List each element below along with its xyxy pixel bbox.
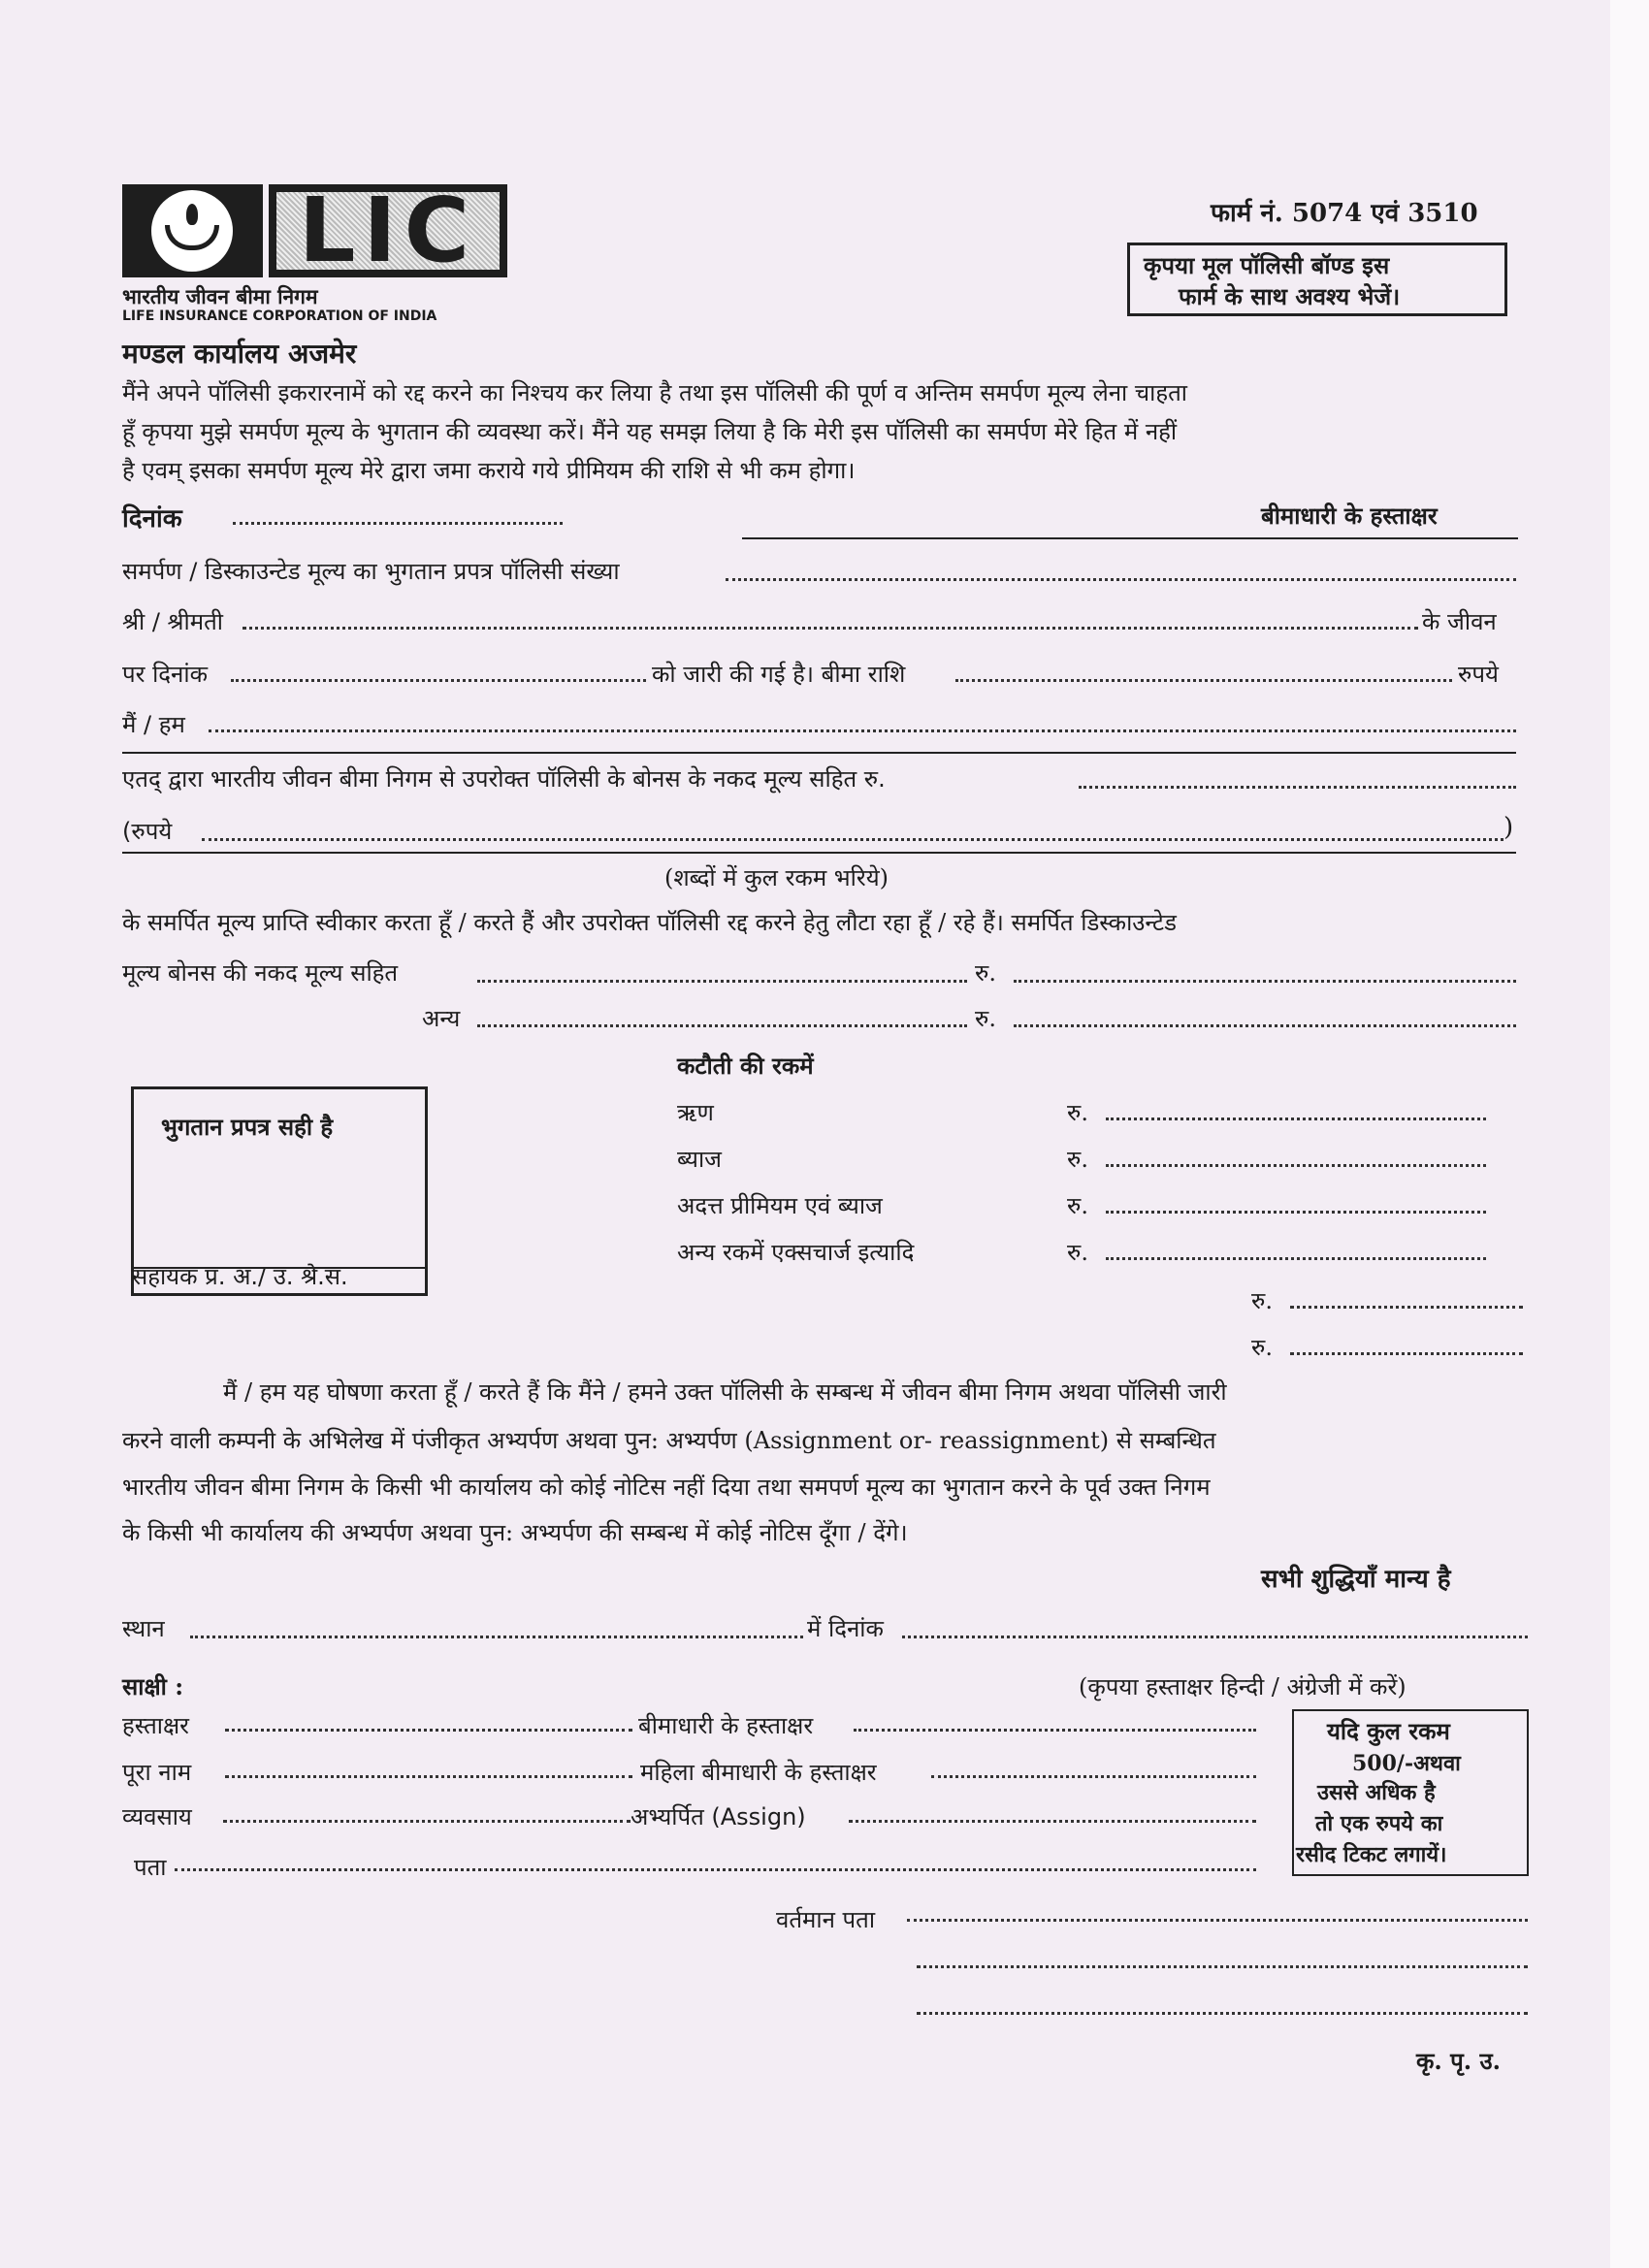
payment-verification-box	[131, 1086, 428, 1296]
witness-label: साक्षी :	[122, 1672, 184, 1701]
other-field[interactable]	[477, 1024, 967, 1027]
deduction-total-rs-1: रु.	[1251, 1287, 1273, 1314]
accept-line: के समर्पित मूल्य प्राप्ति स्वीकार करता हूँ / करते हैं और उपरोक्त पॉलिसी रद्द करने हेतु लौटा रहा हूँ / रहे हैं। समर्पित डिस्काउन्टेड	[122, 909, 1177, 936]
bonus-amount-field[interactable]	[1014, 980, 1516, 983]
stamp-line-1: यदि कुल रकम	[1327, 1717, 1450, 1745]
logo-english-name: LIFE INSURANCE CORPORATION OF INDIA	[122, 308, 437, 324]
other-rs: रु.	[975, 1005, 996, 1032]
please-turn-over: कृ. पृ. उ.	[1416, 2047, 1501, 2075]
sign-language-note: (कृपया हस्ताक्षर हिन्दी / अंग्रेजी में करें)	[1079, 1673, 1406, 1701]
place-label: स्थान	[122, 1615, 165, 1642]
deduction-total-field-1[interactable]	[1290, 1306, 1523, 1309]
me-we-label: मैं / हम	[122, 711, 185, 738]
other-amount-field[interactable]	[1014, 1024, 1516, 1027]
deduction-interest-field[interactable]	[1106, 1164, 1486, 1167]
office-title: मण्डल कार्यालय अजमेर	[122, 338, 357, 370]
stamp-line-4: तो एक रुपये का	[1315, 1811, 1443, 1836]
policy-number-field[interactable]	[726, 578, 1516, 581]
female-holder-sign-label: महिला बीमाधारी के हस्ताक्षर	[640, 1759, 877, 1786]
deduction-other-label: अन्य रकमें एक्सचार्ज इत्यादि	[677, 1239, 915, 1266]
divider-line	[122, 752, 1516, 754]
amount-words-field[interactable]	[202, 838, 1504, 841]
declaration-line-3: है एवम् इसका समर्पण मूल्य मेरे द्वारा जमा कराये गये प्रीमियम की राशि से भी कम होगा।	[122, 457, 856, 484]
holder-sign-label-2: बीमाधारी के हस्ताक्षर	[638, 1712, 814, 1739]
deduction-loan-label: ऋण	[677, 1099, 714, 1126]
female-holder-sign-field[interactable]	[931, 1775, 1256, 1778]
stamp-line-5: रसीद टिकट लगायें।	[1296, 1842, 1447, 1867]
payment-box-title: भुगतान प्रपत्र सही है	[161, 1113, 334, 1141]
life-label: के जीवन	[1422, 608, 1497, 635]
deduction-unpaid-premium-label: अदत्त प्रीमियम एवं ब्याज	[677, 1192, 883, 1219]
notice-box	[1127, 243, 1507, 316]
logo-hindi-name: भारतीय जीवन बीमा निगम	[122, 285, 318, 308]
witness-signature-label: हस्ताक्षर	[122, 1712, 189, 1739]
deduction-interest-rs: रु.	[1067, 1146, 1088, 1173]
lic-emblem-icon	[122, 184, 263, 277]
notice-line-1: कृपया मूल पॉलिसी बॉण्ड इस	[1144, 251, 1390, 279]
deduction-loan-rs: रु.	[1067, 1099, 1088, 1126]
deduction-unpaid-premium-field[interactable]	[1106, 1211, 1486, 1214]
assignment-line-3: भारतीय जीवन बीमा निगम के किसी भी कार्यालय को कोई नोटिस नहीं दिया तथा समपर्ण मूल्य का भुगतान करने के पूर्व उक्त निगम	[122, 1474, 1211, 1501]
deductions-title: कटौती की रकमें	[677, 1052, 814, 1080]
page-edge	[1610, 0, 1649, 2268]
current-address-field-1[interactable]	[907, 1919, 1528, 1922]
deduction-other-rs: रु.	[1067, 1239, 1088, 1266]
witness-full-name-label: पूरा नाम	[122, 1759, 192, 1786]
deduction-unpaid-premium-rs: रु.	[1067, 1192, 1088, 1219]
stamp-line-3: उससे अधिक है	[1317, 1780, 1436, 1805]
witness-address-label: पता	[134, 1854, 167, 1881]
corrections-accepted: सभी शुद्धियाँ मान्य है	[1261, 1565, 1451, 1594]
bonus-rs: रु.	[975, 959, 996, 987]
at-date-label: में दिनांक	[807, 1615, 884, 1642]
deduction-total-field-2[interactable]	[1290, 1352, 1523, 1355]
deduction-total-rs-2: रु.	[1251, 1334, 1273, 1361]
assignment-line-4: के किसी भी कार्यालय की अभ्यर्पण अथवा पुन: अभ्यर्पण की सम्बन्ध में कोई नोटिस दूँगा / देंगे।	[122, 1519, 908, 1546]
current-address-field-3[interactable]	[917, 2012, 1528, 2015]
notice-line-2: फार्म के साथ अवश्य भेजें।	[1179, 282, 1401, 310]
sum-assured-field[interactable]	[955, 679, 1452, 682]
on-date-label: पर दिनांक	[122, 661, 209, 688]
holder-signature-line[interactable]	[742, 537, 1518, 539]
witness-full-name-field[interactable]	[225, 1775, 632, 1778]
revenue-stamp-box	[1292, 1709, 1529, 1876]
other-label: अन्य	[422, 1005, 461, 1032]
rupees-words-close: )	[1504, 813, 1514, 842]
current-address-field-2[interactable]	[917, 1965, 1528, 1968]
bonus-field[interactable]	[477, 980, 967, 983]
place-field[interactable]	[190, 1636, 803, 1638]
words-underline	[122, 852, 1516, 854]
witness-occupation-label: व्यवसाय	[122, 1803, 192, 1831]
policy-number-label: समर्पण / डिस्काउन्टेड मूल्य का भुगतान प्रपत्र पॉलिसी संख्या	[122, 558, 620, 585]
deduction-interest-label: ब्याज	[677, 1146, 722, 1173]
at-date-field[interactable]	[902, 1636, 1528, 1638]
date-label: दिनांक	[122, 504, 182, 534]
stamp-line-2: 500/-अथवा	[1352, 1751, 1461, 1776]
deduction-other-field[interactable]	[1106, 1257, 1486, 1260]
issue-date-field[interactable]	[231, 679, 646, 682]
declaration-line-1: मैंने अपने पॉलिसी इकरारनामें को रद्द करने का निश्चय कर लिया है तथा इस पॉलिसी की पूर्ण व अन्तिम समर्पण मूल्य लेना चाहता	[122, 379, 1188, 406]
rupees-words-open: (रुपये	[122, 818, 173, 845]
assignment-line-2: करने वाली कम्पनी के अभिलेख में पंजीकृत अभ्यर्पण अथवा पुन: अभ्यर्पण (Assignment or- reassignment) से सम्बन्धित	[122, 1427, 1216, 1454]
lic-wordmark: LIC	[269, 184, 507, 277]
rupees-label: रुपये	[1458, 661, 1499, 688]
amount-figure-field[interactable]	[1079, 786, 1516, 789]
current-address-label: वर्तमान पता	[776, 1906, 876, 1933]
payment-box-footer-line	[131, 1267, 425, 1269]
form-number: फार्म नं. 5074 एवं 3510	[1211, 199, 1478, 228]
witness-signature-field[interactable]	[225, 1729, 632, 1732]
holder-sign-field-2[interactable]	[854, 1729, 1256, 1732]
issued-label: को जारी की गई है। बीमा राशि	[652, 661, 906, 688]
me-we-field[interactable]	[209, 729, 1516, 732]
assignee-sign-label: अभ्यर्पित (Assign)	[630, 1803, 806, 1831]
holder-signature-label: बीमाधारी के हस्ताक्षर	[1261, 502, 1438, 530]
hereby-label: एतद् द्वारा भारतीय जीवन बीमा निगम से उपरोक्त पॉलिसी के बोनस के नकद मूल्य सहित रु.	[122, 765, 886, 793]
witness-occupation-field[interactable]	[223, 1820, 630, 1823]
in-words-note: (शब्दों में कुल रकम भरिये)	[664, 864, 889, 891]
payment-box-footer: सहायक प्र. अ./ उ. श्रे.स.	[132, 1263, 348, 1290]
shri-label: श्री / श्रीमती	[122, 608, 224, 635]
declaration-line-2: हूँ कृपया मुझे समर्पण मूल्य के भुगतान की व्यवस्था करें। मैंने यह समझ लिया है कि मेरी इस पॉलिसी का समर्पण मेरे हित में नहीं	[122, 418, 1178, 445]
assignee-sign-field[interactable]	[849, 1820, 1256, 1823]
witness-address-field[interactable]	[175, 1868, 1256, 1871]
bonus-label: मूल्य बोनस की नकद मूल्य सहित	[122, 959, 399, 987]
deduction-loan-field[interactable]	[1106, 1118, 1486, 1120]
date-field[interactable]	[233, 522, 563, 525]
assignment-line-1: मैं / हम यह घोषणा करता हूँ / करते हैं कि मैंने / हमने उक्त पॉलिसी के सम्बन्ध में जीवन बीमा निगम अथवा पॉलिसी जारी	[223, 1378, 1227, 1406]
insured-name-field[interactable]	[242, 627, 1418, 630]
